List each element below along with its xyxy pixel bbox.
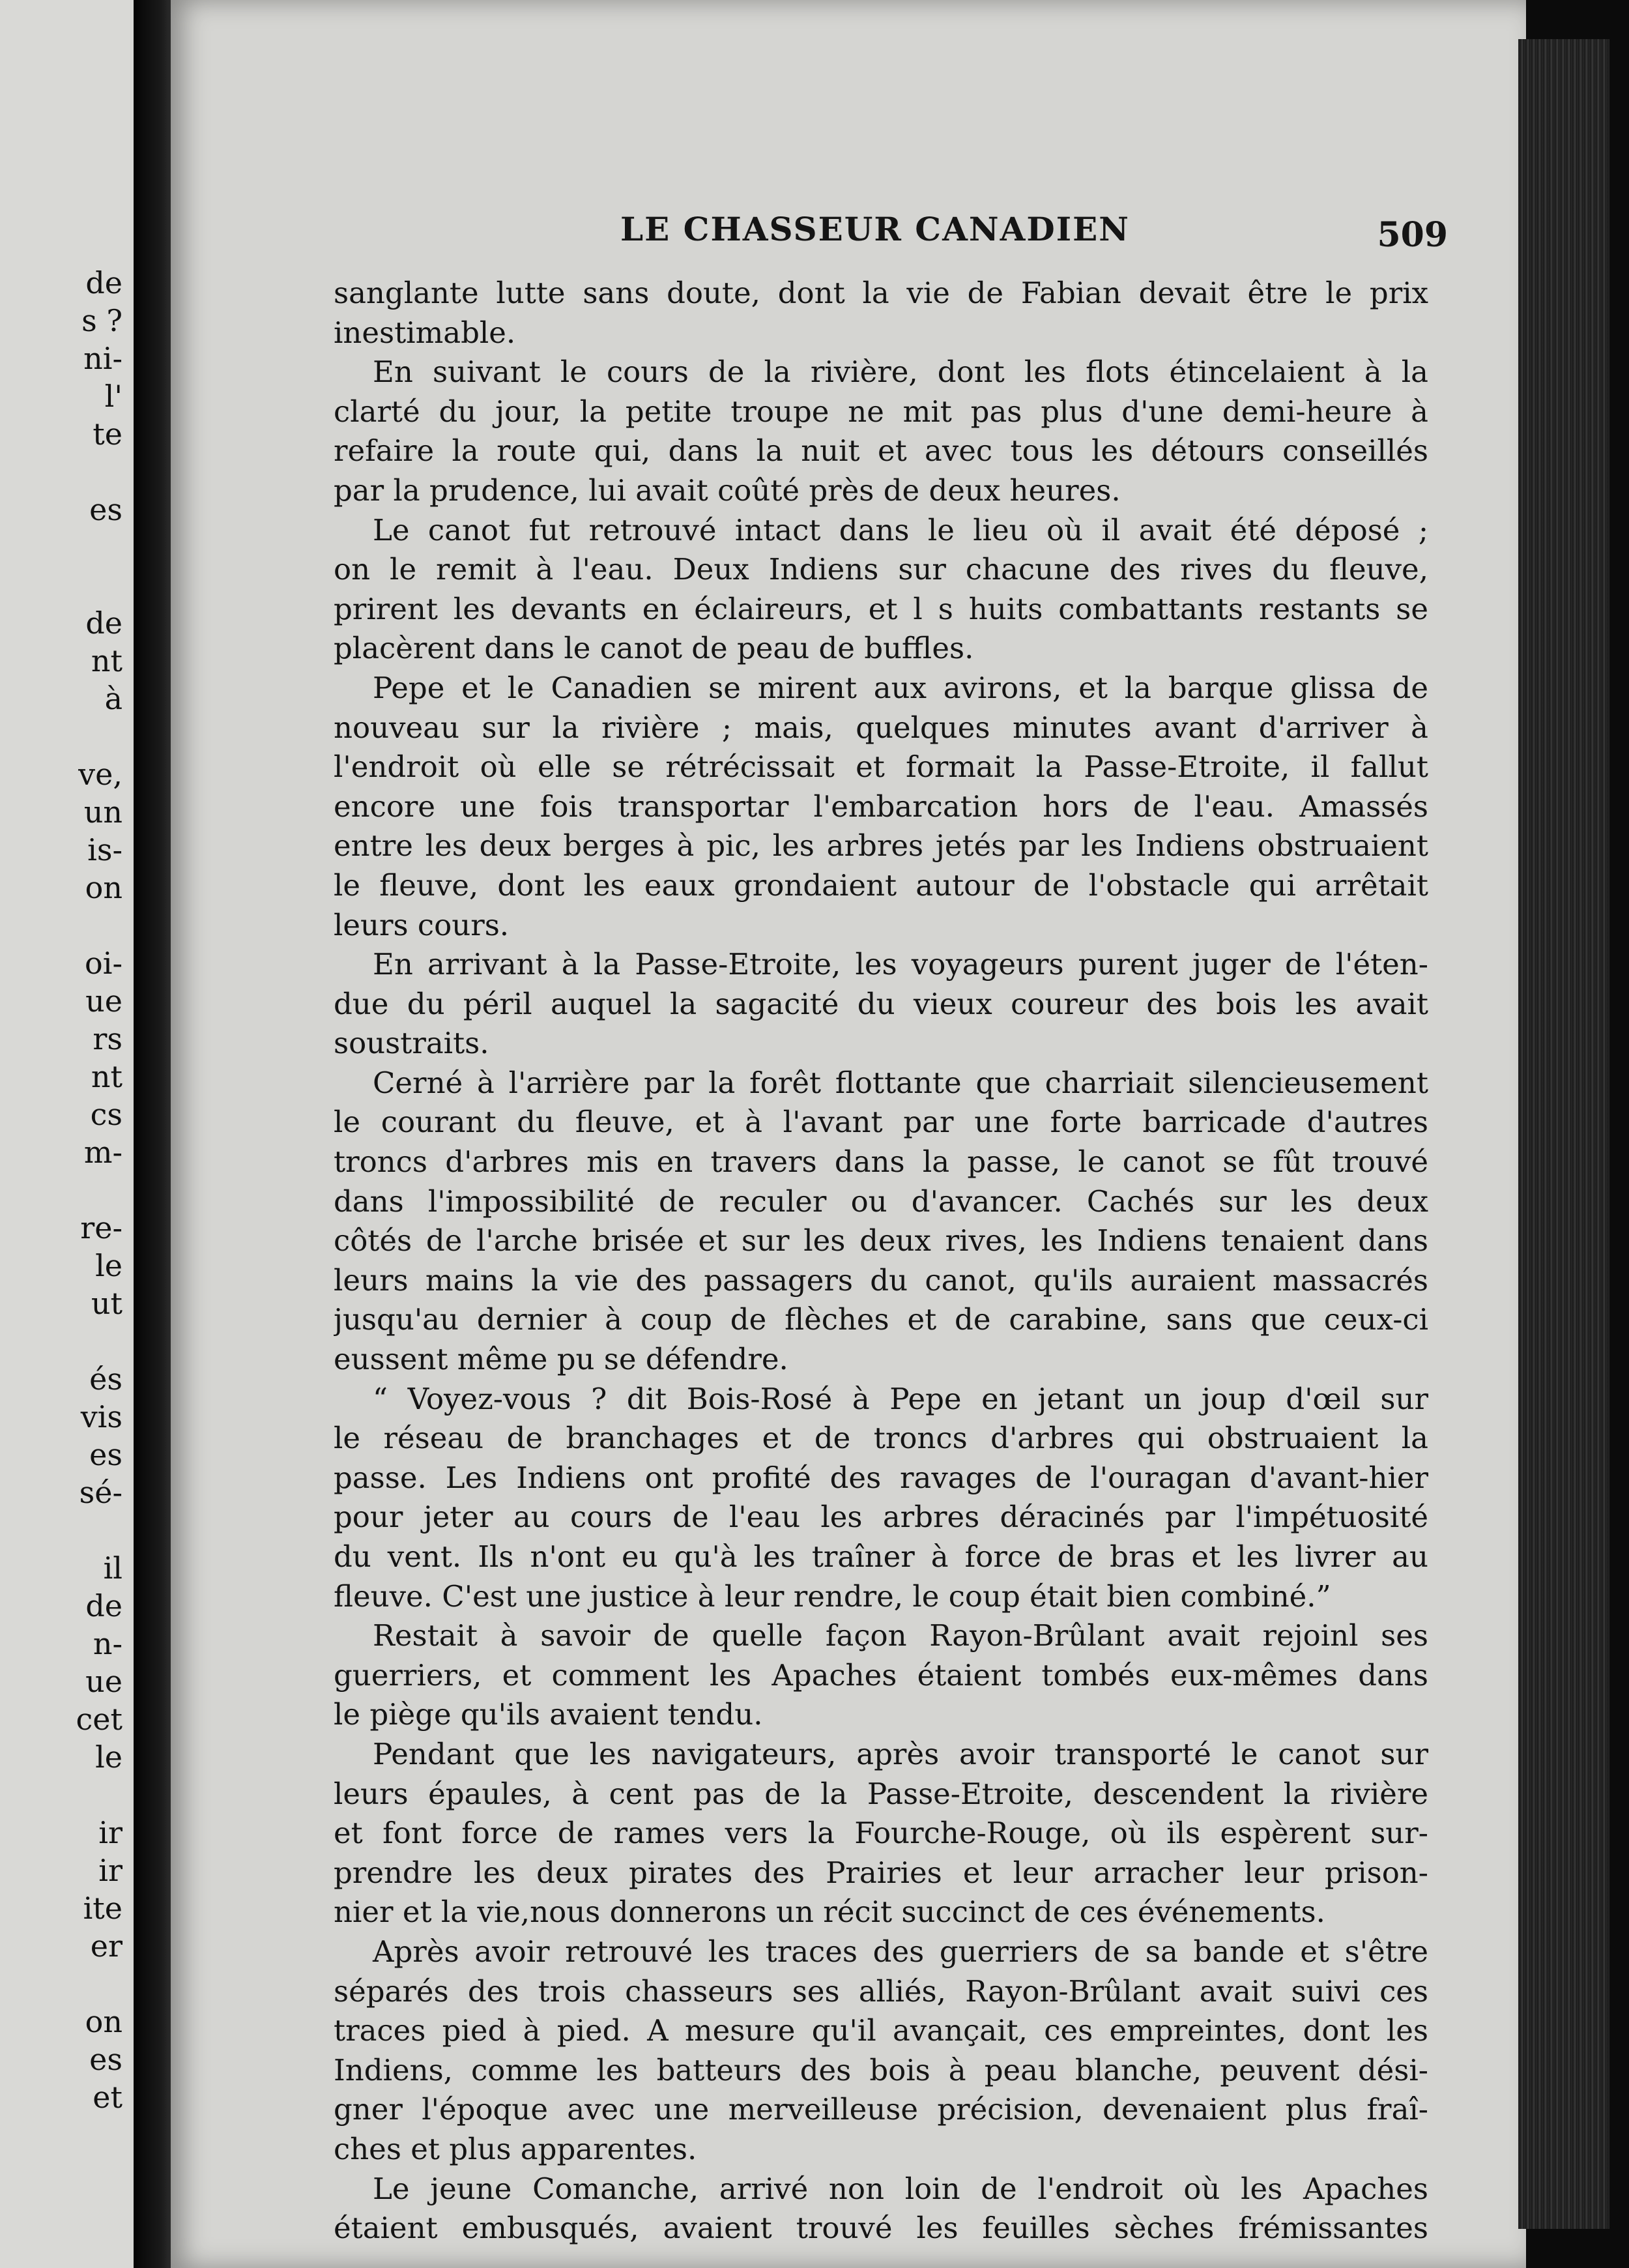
- text-line: Le jeune Comanche, arrivé non loin de l'endroit où les Apaches: [373, 2171, 1428, 2206]
- text-line: passe. Les Indiens ont profité des ravages de l'ouragan d'avant-hier: [334, 1460, 1428, 1495]
- text-line: le réseau de branchages et de troncs d'arbres qui obstruaient la: [334, 1421, 1428, 1456]
- previous-page-fragment: et: [93, 2080, 123, 2115]
- previous-page-fragment: nt: [91, 1059, 123, 1094]
- text-line: Pepe et le Canadien se mirent aux avirons, et la barque glissa de: [373, 670, 1428, 705]
- text-line: le fleuve, dont les eaux grondaient autour de l'obstacle qui arrêtait: [334, 867, 1428, 903]
- text-line: dans l'impossibilité de reculer ou d'avancer. Cachés sur les deux: [334, 1184, 1428, 1219]
- text-line: Après avoir retrouvé les traces des guerriers de sa bande et s'être: [373, 1934, 1428, 1969]
- body-text: [334, 274, 1428, 2248]
- previous-page-fragment: és: [89, 1361, 123, 1397]
- text-line: “ Voyez-vous ? dit Bois-Rosé à Pepe en jetant un joup d'œil sur: [373, 1381, 1428, 1416]
- page-header: [457, 210, 1448, 262]
- previous-page-fragment: [5, 1965, 123, 2003]
- previous-page-fragment: [5, 566, 123, 604]
- previous-page-fragment: [5, 1776, 123, 1814]
- previous-page-fragment: de: [85, 605, 123, 641]
- previous-page-fragment: ue: [85, 1664, 123, 1699]
- text-line: Indiens, comme les batteurs des bois à peau blanche, peuvent dési-: [334, 2052, 1428, 2087]
- previous-page-fragment: il: [103, 1550, 123, 1586]
- text-line: troncs d'arbres mis en travers dans la passe, le canot se fût trouvé: [334, 1144, 1428, 1180]
- previous-page-fragment: on: [85, 870, 123, 905]
- previous-page-fragment: re-: [80, 1210, 123, 1245]
- previous-page-fragment: ir: [98, 1815, 123, 1850]
- text-line: jusqu'au dernier à coup de flèches et de carabine, sans que ceux-ci: [334, 1302, 1428, 1337]
- text-line: côtés de l'arche brisée et sur les deux rives, les Indiens tenaient dans: [334, 1223, 1428, 1258]
- previous-page-fragment: le: [95, 1739, 123, 1775]
- text-line: placèrent dans le canot de peau de buffles.: [334, 631, 974, 666]
- previous-page-fragment: er: [90, 1928, 123, 1964]
- text-line: le courant du fleuve, et à l'avant par une forte barricade d'autres: [334, 1105, 1428, 1140]
- text-line: Pendant que les navigateurs, après avoir transporté le canot sur: [373, 1736, 1428, 1771]
- previous-page-fragment: de: [85, 1588, 123, 1623]
- previous-page-fragment: m-: [83, 1135, 123, 1170]
- previous-page-fragment: s ?: [81, 303, 123, 338]
- previous-page-fragment: oi-: [85, 946, 123, 981]
- text-line: ches et plus apparentes.: [334, 2131, 697, 2166]
- text-line: on le remit à l'eau. Deux Indiens sur chacune des rives du fleuve,: [334, 552, 1428, 587]
- text-line: En suivant le cours de la rivière, dont les flots étincelaient à la: [373, 355, 1428, 390]
- previous-page-fragment: is-: [87, 832, 123, 867]
- previous-page-fragment: le: [95, 1248, 123, 1283]
- text-line: leurs épaules, à cent pas de la Passe-Etroite, descendent la rivière: [334, 1776, 1428, 1811]
- text-line: pour jeter au cours de l'eau les arbres déracinés par l'impétuosité: [334, 1500, 1428, 1535]
- previous-page-fragment: à: [104, 681, 123, 716]
- text-line: soustraits.: [334, 1026, 489, 1061]
- text-line: Le canot fut retrouvé intact dans le lieu où il avait été déposé ;: [373, 512, 1428, 547]
- text-line: par la prudence, lui avait coûté près de deux heures.: [334, 472, 1121, 508]
- previous-page-fragment: rs: [93, 1021, 123, 1056]
- text-line: traces pied à pied. A mesure qu'il avançait, ces empreintes, dont les: [334, 2013, 1428, 2048]
- previous-page-fragment: [5, 1322, 123, 1360]
- previous-page-fragment: [5, 1171, 123, 1209]
- text-line: eussent même pu se défendre.: [334, 1342, 788, 1377]
- running-head: LE CHASSEUR CANADIEN: [620, 210, 1130, 248]
- previous-page-fragment: es: [89, 492, 123, 527]
- page: [171, 0, 1526, 2268]
- text-line: nouveau sur la rivière ; mais, quelques minutes avant d'arriver à: [334, 710, 1428, 745]
- previous-page-fragment: [5, 529, 123, 566]
- previous-page-fragment: ut: [91, 1286, 123, 1321]
- text-line: encore une fois transportar l'embarcation hors de l'eau. Amassés: [334, 789, 1428, 824]
- text-line: le piège qu'ils avaient tendu.: [334, 1697, 763, 1732]
- text-line: nier et la vie,nous donnerons un récit succinct de ces événements.: [334, 1895, 1325, 1930]
- previous-page-fragment: ite: [83, 1891, 123, 1926]
- previous-page-fragment: vis: [80, 1399, 123, 1434]
- text-line: clarté du jour, la petite troupe ne mit pas plus d'une demi-heure à: [334, 394, 1428, 429]
- text-line: sanglante lutte sans doute, dont la vie de Fabian devait être le prix: [334, 276, 1428, 310]
- text-line: prendre les deux pirates des Prairies et leur arracher leur prison-: [334, 1855, 1428, 1890]
- previous-page-fragment: cs: [90, 1097, 123, 1132]
- previous-page-fragment: de: [85, 265, 123, 300]
- previous-page-margin: [0, 0, 134, 2268]
- text-line: leurs mains la vie des passagers du canot, qu'ils auraient massacrés: [334, 1262, 1428, 1298]
- previous-page-fragment: nt: [91, 643, 123, 678]
- page-number: 509: [1377, 215, 1448, 255]
- text-line: Cerné à l'arrière par la forêt flottante que charriait silencieusement: [373, 1065, 1428, 1100]
- text-line: fleuve. C'est une justice à leur rendre, le coup était bien combiné.”: [334, 1578, 1331, 1614]
- page-edges: [1518, 39, 1609, 2229]
- text-line: Restait à savoir de quelle façon Rayon-Brûlant avait rejoinl ses: [373, 1618, 1428, 1653]
- text-line: inestimable.: [334, 315, 516, 350]
- text-line: séparés des trois chasseurs ses alliés, Rayon-Brûlant avait suivi ces: [334, 1973, 1428, 2009]
- previous-page-fragment: un: [83, 794, 123, 830]
- text-line: du vent. Ils n'ont eu qu'à les traîner à force de bras et les livrer au: [334, 1539, 1428, 1574]
- previous-page-fragment: te: [93, 416, 123, 452]
- previous-page-fragment: cet: [76, 1702, 123, 1737]
- previous-page-fragment: ir: [98, 1853, 123, 1888]
- previous-page-fragment: es: [89, 1437, 123, 1472]
- previous-page-fragment: [5, 1511, 123, 1549]
- text-line: prirent les devants en éclaireurs, et l s huits combattants restants se: [334, 591, 1428, 626]
- previous-page-fragment: n-: [93, 1626, 123, 1661]
- previous-page-fragment: ue: [85, 983, 123, 1019]
- previous-page-fragment: [5, 718, 123, 755]
- text-line: En arrivant à la Passe-Etroite, les voyageurs purent juger de l'éten-: [373, 947, 1428, 982]
- previous-page-fragment: on: [85, 2004, 123, 2039]
- text-line: guerriers, et comment les Apaches étaient tombés eux-mêmes dans: [334, 1657, 1428, 1693]
- previous-page-fragment: [5, 453, 123, 491]
- text-line: entre les deux berges à pic, les arbres jetés par les Indiens obstruaient: [334, 828, 1428, 864]
- previous-page-fragment: ni-: [83, 341, 123, 376]
- text-line: leurs cours.: [334, 907, 510, 942]
- previous-page-fragment: sé-: [79, 1475, 123, 1510]
- previous-page-fragment: [5, 907, 123, 944]
- text-line: due du péril auquel la sagacité du vieux coureur des bois les avait: [334, 986, 1428, 1021]
- text-line: gner l'époque avec une merveilleuse précision, devenaient plus fraî-: [334, 2092, 1428, 2127]
- previous-page-fragment: es: [89, 2042, 123, 2077]
- previous-page-line-endings: [5, 264, 123, 2116]
- previous-page-fragment: l': [104, 379, 123, 414]
- text-line: refaire la route qui, dans la nuit et avec tous les détours conseillés: [334, 433, 1428, 469]
- text-line: et font force de rames vers la Fourche-Rouge, où ils espèrent sur-: [334, 1816, 1428, 1851]
- text-line: l'endroit où elle se rétrécissait et formait la Passe-Etroite, il fallut: [334, 749, 1428, 785]
- text-line: étaient embusqués, avaient trouvé les feuilles sèches frémissantes: [334, 2211, 1428, 2246]
- previous-page-fragment: ve,: [78, 757, 123, 792]
